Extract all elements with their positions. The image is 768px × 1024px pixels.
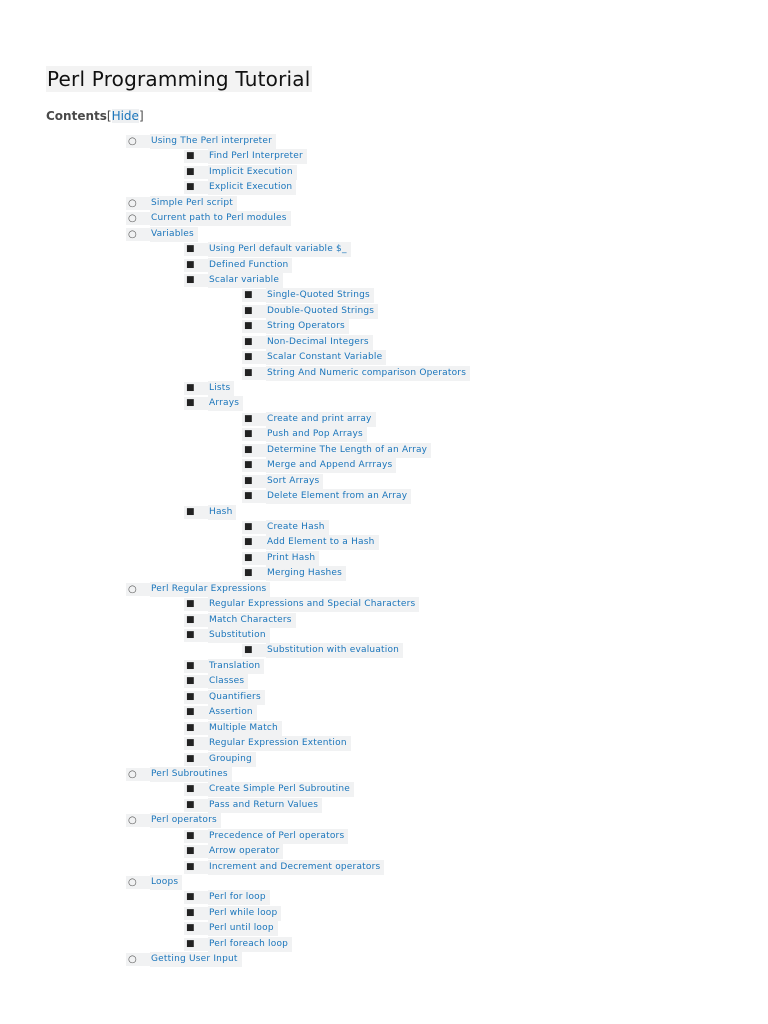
circle-bullet-icon: ○	[128, 213, 137, 225]
toc-item-level-1	[0, 597, 768, 612]
toc-item-level-2	[0, 427, 768, 442]
toc-item-level-1	[0, 906, 768, 921]
square-bullet-icon: ■	[186, 738, 195, 749]
square-bullet-icon: ■	[186, 799, 195, 810]
toc-item-level-1	[0, 721, 768, 736]
toc-link[interactable]: Scalar variable	[208, 273, 283, 288]
toc-item-level-1	[0, 674, 768, 689]
toc-link[interactable]: Scalar Constant Variable	[266, 350, 386, 365]
square-bullet-icon: ■	[186, 676, 195, 687]
square-bullet-icon: ■	[186, 660, 195, 671]
toc-link[interactable]: Find Perl Interpreter	[208, 149, 307, 164]
square-bullet-icon: ■	[186, 398, 195, 409]
toc-item-level-2	[0, 535, 768, 550]
toc-link[interactable]: Simple Perl script	[150, 196, 237, 211]
toc-item-level-1	[0, 937, 768, 952]
toc-link[interactable]: String And Numeric comparison Operators	[266, 366, 470, 381]
toc-item-level-1	[0, 844, 768, 859]
toc-item-level-1	[0, 381, 768, 396]
toc-link[interactable]: String Operators	[266, 319, 349, 334]
toc-item-level-1	[0, 690, 768, 705]
square-bullet-icon: ■	[244, 336, 253, 347]
toc-hide-link[interactable]: Hide	[111, 109, 139, 123]
toc-link[interactable]: Regular Expression Extention	[208, 736, 351, 751]
toc-item-level-1	[0, 736, 768, 751]
toc-link[interactable]: Substitution	[208, 628, 270, 643]
toc-link[interactable]: Translation	[208, 659, 264, 674]
toc-link[interactable]: Perl operators	[150, 813, 221, 828]
toc-item-level-1	[0, 396, 768, 411]
circle-bullet-icon: ○	[128, 136, 137, 147]
toc-list	[0, 134, 768, 968]
toc-link[interactable]: Perl for loop	[208, 890, 270, 905]
toc-link[interactable]: Hash	[208, 505, 236, 520]
square-bullet-icon: ■	[186, 923, 195, 934]
toc-item-level-2	[0, 643, 768, 658]
toc-item-level-1	[0, 798, 768, 813]
toc-link[interactable]: Merge and Append Arrrays	[266, 458, 396, 473]
toc-item-level-1	[0, 628, 768, 643]
toc-link[interactable]: Merging Hashes	[266, 566, 346, 581]
square-bullet-icon: ■	[244, 352, 253, 363]
toc-link[interactable]: Create Simple Perl Subroutine	[208, 782, 354, 797]
toc-link[interactable]: Single-Quoted Strings	[266, 288, 374, 303]
square-bullet-icon: ■	[244, 568, 253, 579]
toc-item-level-1	[0, 180, 768, 195]
toc-item-level-2	[0, 412, 768, 427]
toc-link[interactable]: Substitution with evaluation	[266, 643, 403, 658]
toc-item-level-2	[0, 319, 768, 334]
toc-link[interactable]: Precedence of Perl operators	[208, 829, 348, 844]
square-bullet-icon: ■	[244, 429, 253, 440]
square-bullet-icon: ■	[186, 892, 195, 903]
circle-bullet-icon: ○	[128, 815, 137, 827]
toc-item-level-1	[0, 149, 768, 164]
square-bullet-icon: ■	[244, 367, 253, 378]
toc-item-level-2	[0, 474, 768, 489]
toc-link[interactable]: Defined Function	[208, 258, 292, 273]
toc-item-level-0	[0, 134, 768, 149]
toc-item-level-0	[0, 875, 768, 890]
toc-item-level-1	[0, 273, 768, 288]
toc-link[interactable]: Regular Expressions and Special Characters	[208, 597, 419, 612]
square-bullet-icon: ■	[244, 491, 253, 502]
toc-link[interactable]: Perl while loop	[208, 906, 281, 921]
toc-link[interactable]: Using Perl default variable $_	[208, 242, 351, 257]
square-bullet-icon: ■	[244, 321, 253, 332]
toc-link[interactable]: Create Hash	[266, 520, 329, 535]
circle-bullet-icon: ○	[128, 954, 137, 966]
circle-bullet-icon: ○	[128, 768, 137, 780]
toc-link[interactable]: Print Hash	[266, 551, 319, 566]
toc-link[interactable]: Increment and Decrement operators	[208, 860, 384, 875]
toc-link[interactable]: Match Characters	[208, 613, 296, 628]
toc-link[interactable]: Pass and Return Values	[208, 798, 322, 813]
square-bullet-icon: ■	[186, 784, 195, 795]
toc-item-level-0	[0, 952, 768, 967]
toc-link[interactable]: Delete Element from an Array	[266, 489, 411, 504]
toc-item-level-1	[0, 705, 768, 720]
circle-bullet-icon: ○	[128, 877, 137, 888]
toc-item-level-1	[0, 890, 768, 905]
toc-link[interactable]: Variables	[150, 227, 198, 242]
square-bullet-icon: ■	[244, 460, 253, 471]
toc-link[interactable]: Assertion	[208, 705, 257, 720]
toc-link[interactable]: Determine The Length of an Array	[266, 443, 431, 458]
toc-item-level-0	[0, 227, 768, 242]
toc-link[interactable]: Non-Decimal Integers	[266, 335, 373, 350]
square-bullet-icon: ■	[186, 691, 195, 702]
toc-item-level-2	[0, 304, 768, 319]
square-bullet-icon: ■	[186, 861, 195, 872]
toc-item-level-2	[0, 489, 768, 504]
circle-bullet-icon: ○	[128, 583, 137, 595]
toc-link[interactable]: Perl Regular Expressions	[150, 582, 270, 597]
toc-item-level-1	[0, 258, 768, 273]
toc-link[interactable]: Current path to Perl modules	[150, 211, 291, 226]
square-bullet-icon: ■	[244, 413, 253, 424]
toc-link[interactable]: Perl until loop	[208, 921, 278, 936]
toc-item-level-0	[0, 211, 768, 226]
toc-item-level-1	[0, 659, 768, 674]
toc-link[interactable]: Arrow operator	[208, 844, 283, 859]
toc-link[interactable]: Lists	[208, 381, 234, 396]
toc-item-level-1	[0, 829, 768, 844]
square-bullet-icon: ■	[186, 846, 195, 857]
toc-item-level-1	[0, 165, 768, 180]
square-bullet-icon: ■	[244, 290, 253, 301]
square-bullet-icon: ■	[186, 244, 195, 255]
toc-item-level-2	[0, 366, 768, 381]
toc-link[interactable]: Perl foreach loop	[208, 937, 292, 952]
toc-item-level-2	[0, 288, 768, 303]
toc-link[interactable]: Create and print array	[266, 412, 376, 427]
square-bullet-icon: ■	[186, 753, 195, 764]
square-bullet-icon: ■	[186, 259, 195, 270]
toc-item-level-2	[0, 458, 768, 473]
toc-link[interactable]: Push and Pop Arrays	[266, 427, 367, 442]
square-bullet-icon: ■	[186, 614, 195, 625]
square-bullet-icon: ■	[244, 537, 253, 548]
square-bullet-icon: ■	[186, 630, 195, 640]
toc-item-level-1	[0, 860, 768, 875]
square-bullet-icon: ■	[186, 274, 195, 285]
toc-item-level-2	[0, 335, 768, 350]
toc-item-level-2	[0, 350, 768, 365]
toc-item-level-0	[0, 196, 768, 211]
toc-item-level-0	[0, 582, 768, 597]
square-bullet-icon: ■	[244, 475, 253, 486]
toc-link[interactable]: Grouping	[208, 752, 256, 767]
toc-item-level-1	[0, 613, 768, 628]
square-bullet-icon: ■	[186, 707, 195, 718]
toc-bracket-close: ]	[138, 109, 144, 123]
toc-header	[46, 108, 144, 124]
toc-link[interactable]: Loops	[150, 875, 182, 890]
square-bullet-icon: ■	[186, 166, 195, 177]
square-bullet-icon: ■	[244, 521, 253, 532]
toc-link[interactable]: Getting User Input	[150, 952, 242, 967]
square-bullet-icon: ■	[186, 830, 195, 841]
square-bullet-icon: ■	[186, 151, 195, 162]
toc-link[interactable]: Explicit Execution	[208, 180, 296, 195]
toc-item-level-2	[0, 566, 768, 581]
toc-link[interactable]: Perl Subroutines	[150, 767, 232, 782]
toc-item-level-2	[0, 520, 768, 535]
toc-item-level-1	[0, 782, 768, 797]
square-bullet-icon: ■	[186, 938, 195, 949]
toc-item-level-1	[0, 242, 768, 257]
toc-link[interactable]: Arrays	[208, 396, 243, 411]
toc-link[interactable]: Classes	[208, 674, 248, 689]
toc-bracket-open: [	[106, 109, 112, 123]
square-bullet-icon: ■	[186, 506, 195, 517]
toc-item-level-0	[0, 767, 768, 782]
circle-bullet-icon: ○	[128, 228, 137, 240]
toc-item-level-1	[0, 752, 768, 767]
square-bullet-icon: ■	[244, 552, 253, 563]
square-bullet-icon: ■	[244, 444, 253, 455]
toc-contents-label: Contents	[46, 109, 107, 123]
square-bullet-icon: ■	[186, 383, 195, 393]
page-title: Perl Programming Tutorial	[47, 67, 311, 92]
toc-link[interactable]: Double-Quoted Strings	[266, 304, 378, 319]
toc-item-level-0	[0, 813, 768, 828]
toc-link[interactable]: Quantifiers	[208, 690, 265, 705]
circle-bullet-icon: ○	[128, 197, 137, 209]
toc-item-level-1	[0, 505, 768, 520]
square-bullet-icon: ■	[186, 722, 195, 733]
toc-link[interactable]: Add Element to a Hash	[266, 535, 379, 550]
toc-link[interactable]: Implicit Execution	[208, 165, 297, 180]
toc-link[interactable]: Sort Arrays	[266, 474, 323, 489]
square-bullet-icon: ■	[244, 305, 253, 316]
toc-item-level-2	[0, 443, 768, 458]
toc-link[interactable]: Multiple Match	[208, 721, 282, 736]
toc-item-level-2	[0, 551, 768, 566]
square-bullet-icon: ■	[186, 182, 195, 193]
square-bullet-icon: ■	[186, 907, 195, 918]
toc-link[interactable]: Using The Perl interpreter	[150, 134, 276, 149]
square-bullet-icon: ■	[186, 599, 195, 610]
toc-item-level-1	[0, 921, 768, 936]
square-bullet-icon: ■	[244, 645, 253, 656]
